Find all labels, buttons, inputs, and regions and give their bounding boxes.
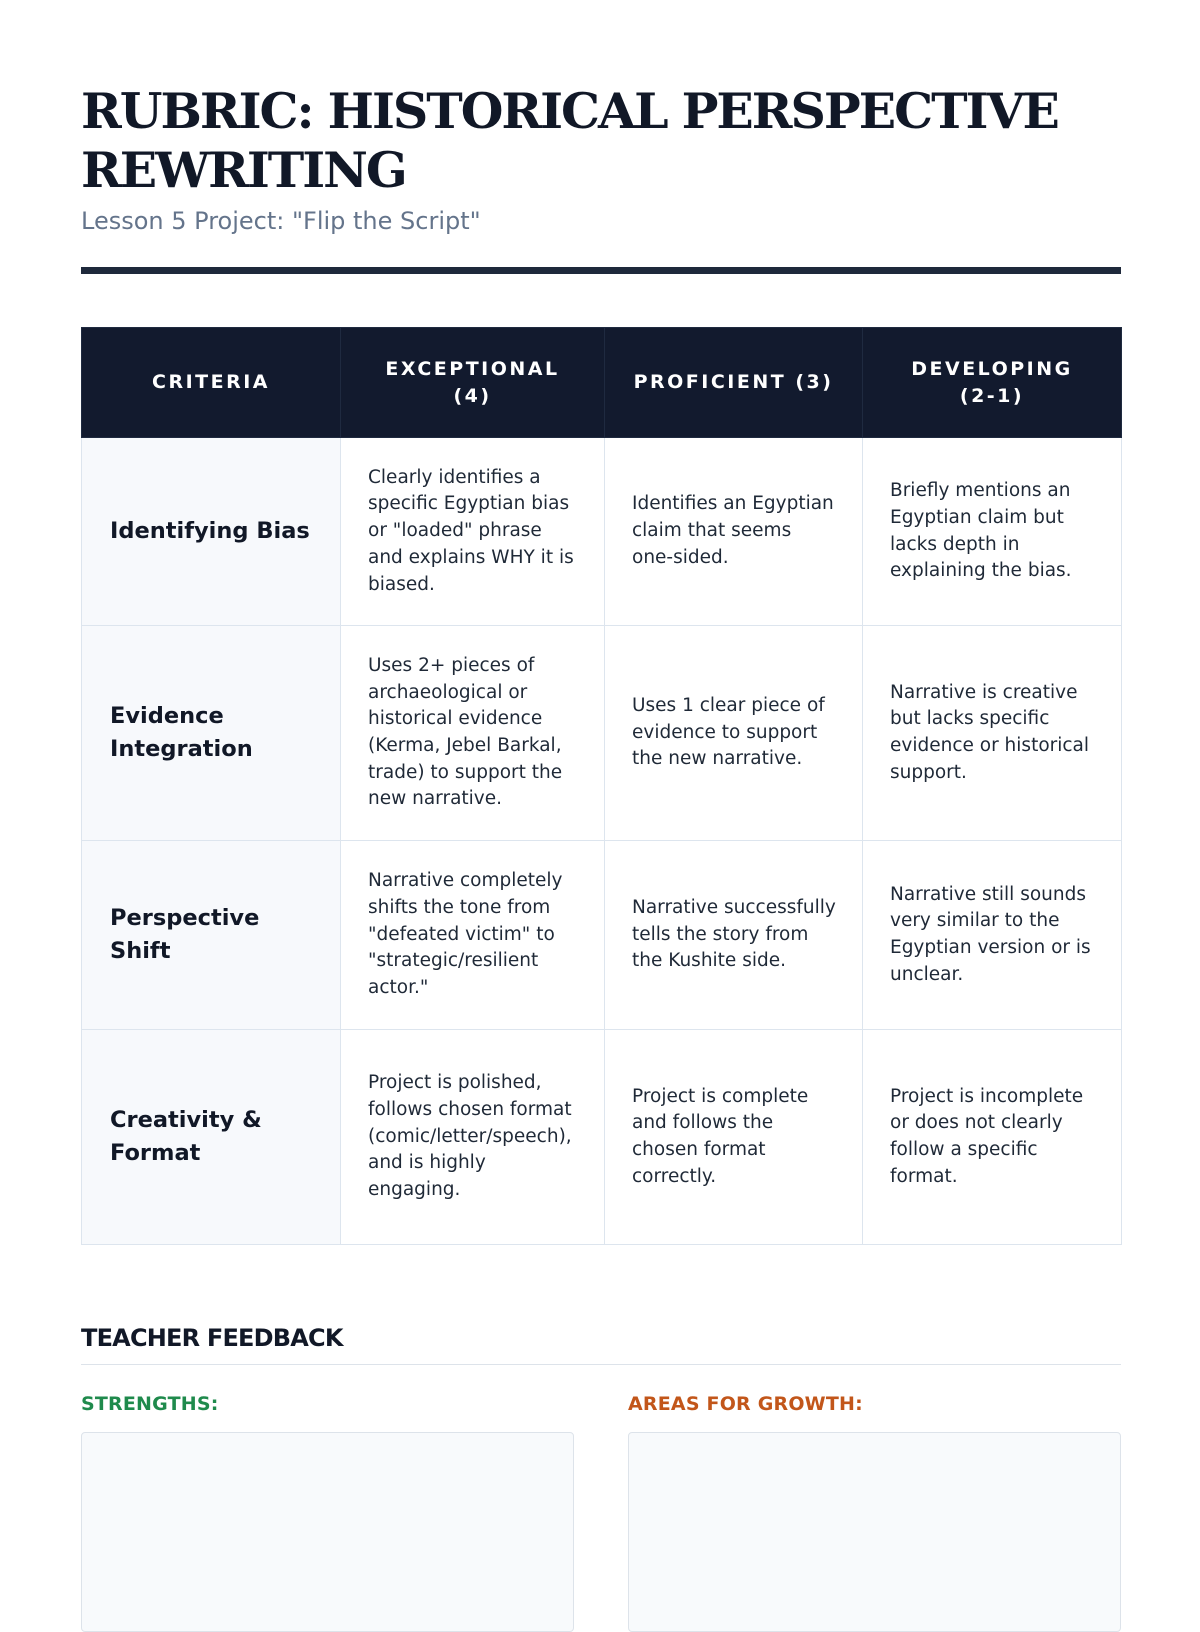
exceptional-cell: Narrative completely shifts the tone from "defeated victim" to "strategic/resilient actor." [341,841,605,1030]
developing-cell: Project is incomplete or does not clearly follow a specific format. [863,1030,1122,1245]
proficient-cell: Uses 1 clear piece of evidence to support the new narrative. [605,626,863,841]
proficient-cell: Identifies an Egyptian claim that seems one-sided. [605,438,863,626]
growth-textbox[interactable] [628,1432,1121,1632]
table-row [82,841,1122,1030]
table-row [82,626,1122,841]
feedback-divider [81,1364,1121,1365]
growth-label: AREAS FOR GROWTH: [628,1393,863,1415]
proficient-cell: Narrative successfully tells the story from the Kushite side. [605,841,863,1030]
feedback-heading: TEACHER FEEDBACK [81,1324,343,1352]
exceptional-cell: Clearly identifies a specific Egyptian bias or "loaded" phrase and explains WHY it is biased. [341,438,605,626]
criteria-cell: Evidence Integration [82,626,341,841]
table-row [82,1030,1122,1245]
developing-cell: Narrative is creative but lacks specific evidence or historical support. [863,626,1122,841]
exceptional-cell: Project is polished, follows chosen format (comic/letter/speech), and is highly engaging. [341,1030,605,1245]
developing-cell: Narrative still sounds very similar to the Egyptian version or is unclear. [863,841,1122,1030]
column-header-criteria: CRITERIA [82,328,341,438]
table-row [82,438,1122,626]
header-divider [81,267,1121,274]
page-title: RUBRIC: HISTORICAL PERSPECTIVE REWRITING [81,82,1058,199]
column-header-proficient: PROFICIENT (3) [605,328,863,438]
criteria-cell: Creativity & Format [82,1030,341,1245]
criteria-cell: Perspective Shift [82,841,341,1030]
rubric-header-row [82,328,1122,438]
page-subtitle: Lesson 5 Project: "Flip the Script" [81,207,481,235]
criteria-cell: Identifying Bias [82,438,341,626]
column-header-developing: DEVELOPING (2-1) [863,328,1122,438]
proficient-cell: Project is complete and follows the chosen format correctly. [605,1030,863,1245]
developing-cell: Briefly mentions an Egyptian claim but lacks depth in explaining the bias. [863,438,1122,626]
exceptional-cell: Uses 2+ pieces of archaeological or historical evidence (Kerma, Jebel Barkal, trade) to support the new narrative. [341,626,605,841]
strengths-label: STRENGTHS: [81,1393,219,1415]
rubric-table [81,327,1122,1245]
strengths-textbox[interactable] [81,1432,574,1632]
column-header-exceptional: EXCEPTIONAL (4) [341,328,605,438]
